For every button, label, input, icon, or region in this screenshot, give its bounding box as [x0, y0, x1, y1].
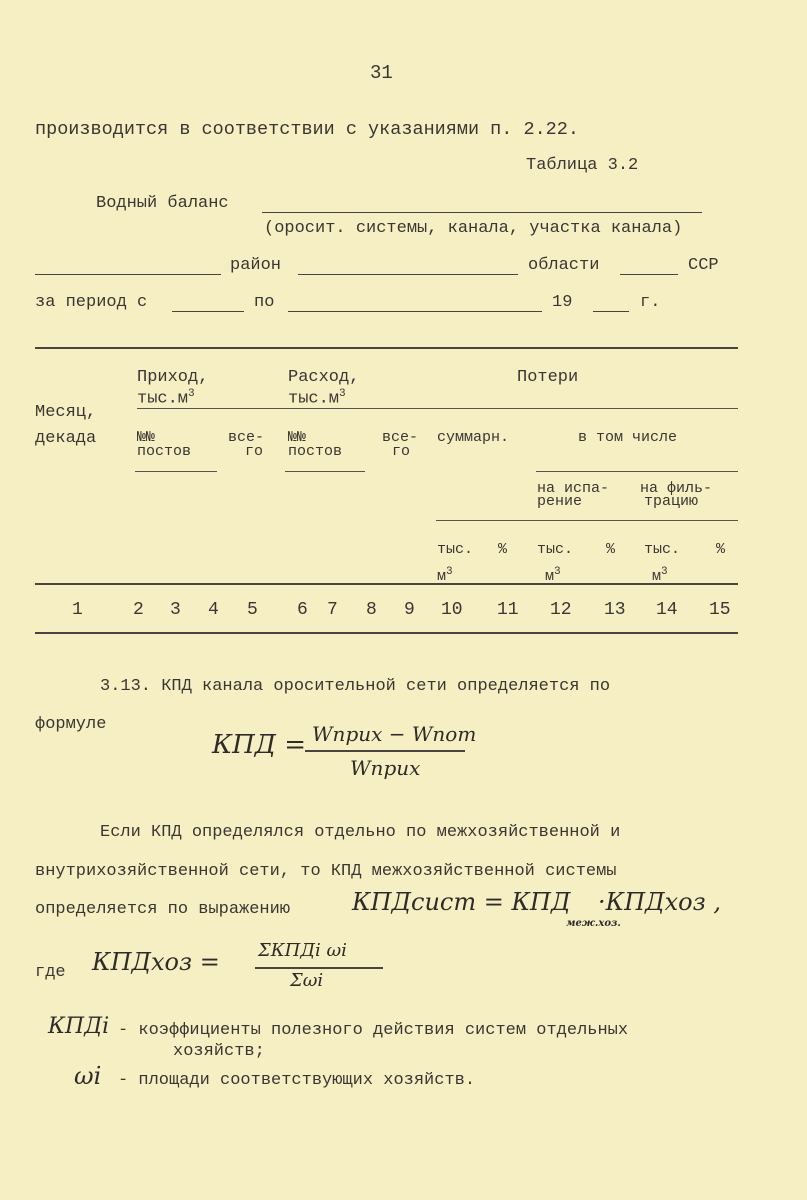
ssr-blank — [620, 274, 678, 275]
table-caption: Таблица 3.2 — [526, 156, 639, 175]
column-number: 7 — [327, 600, 338, 620]
column-number: 8 — [366, 600, 377, 620]
month-header: Месяц, — [35, 403, 97, 422]
formula-kpd-hoz: ·КПДхоз , — [598, 888, 721, 916]
fraction-bar — [305, 750, 465, 752]
paragraph: внутрихозяйственной сети, то КПД межхозяйственной системы — [35, 862, 617, 881]
paragraph: 3.13. КПД канала оросительной сети определяется по — [100, 677, 611, 696]
column-number: 14 — [656, 600, 678, 620]
expense-total-1: все- — [382, 429, 419, 446]
water-balance-blank — [262, 212, 702, 213]
region-label: области — [528, 256, 600, 275]
filtration-1: на филь- — [640, 480, 713, 497]
header-rule — [137, 408, 738, 409]
column-number: 12 — [550, 600, 572, 620]
income-total-1: все- — [228, 429, 265, 446]
paragraph: Если КПД определялся отдельно по межхозяйственной и — [100, 823, 621, 842]
income-unit: тыс.м — [137, 389, 189, 409]
income-posts-no: №№ — [137, 429, 156, 446]
definition-text: - площади соответствующих хозяйств. — [118, 1071, 476, 1090]
income-total-2: го — [245, 443, 264, 460]
expense-posts: постов — [288, 443, 343, 460]
column-number: 4 — [208, 600, 219, 620]
fraction-bar — [255, 967, 383, 969]
column-number: 15 — [709, 600, 731, 620]
district-blank — [35, 274, 221, 275]
column-number: 11 — [497, 600, 519, 620]
losses-including: в том числе — [578, 429, 678, 446]
definition-text: - коэффициенты полезного действия систем отдельных — [118, 1021, 629, 1040]
region-blank — [298, 274, 518, 275]
including-rule — [536, 471, 738, 472]
sum-thous: тыс. — [437, 541, 474, 558]
expense-posts-no: №№ — [288, 429, 307, 446]
definition-symbol: КПДi — [48, 1014, 110, 1039]
superscript: 3 — [554, 566, 561, 578]
formula-numerator: ΣКПДi ωi — [258, 940, 347, 961]
column-number: 5 — [247, 600, 258, 620]
expense-unit: тыс.м — [288, 389, 340, 409]
period-to-blank — [288, 311, 542, 312]
column-number: 3 — [170, 600, 181, 620]
evaporation-2: рение — [537, 493, 583, 510]
losses-sum: суммарн. — [437, 429, 510, 446]
filtration-2: трацию — [644, 493, 699, 510]
losses-header: Потери — [517, 368, 579, 387]
definition-text: хозяйств; — [173, 1042, 265, 1061]
year-blank — [593, 311, 629, 312]
formula-subscript: меж.хоз. — [566, 918, 621, 929]
sub-rule — [436, 520, 738, 521]
year-prefix: 19 — [552, 293, 573, 312]
paragraph: формуле — [35, 715, 107, 734]
column-number: 10 — [441, 600, 463, 620]
filt-m3: м — [652, 568, 662, 585]
evap-m3: м — [545, 568, 555, 585]
intro-line: производится в соответствии с указаниями п. 2.22. — [35, 119, 579, 140]
filt-percent: % — [716, 541, 726, 558]
superscript: 3 — [339, 388, 346, 400]
paragraph: определяется по выражению — [35, 900, 291, 919]
superscript: 3 — [446, 566, 453, 578]
water-balance-hint: (оросит. системы, канала, участка канала) — [264, 219, 683, 238]
filt-thous: тыс. — [644, 541, 681, 558]
income-rule — [135, 471, 217, 472]
column-number: 6 — [297, 600, 308, 620]
water-balance-label: Водный баланс — [96, 194, 229, 213]
superscript: 3 — [661, 566, 668, 578]
sum-m3: м — [437, 568, 447, 585]
formula-lhs: КПД = — [212, 730, 306, 760]
formula-denominator: Σωi — [290, 970, 324, 991]
column-number: 13 — [604, 600, 626, 620]
table-top-rule — [35, 347, 738, 349]
period-from-label: за период с — [35, 293, 148, 312]
income-posts: постов — [137, 443, 192, 460]
column-number: 1 — [72, 600, 83, 620]
formula-denominator: Wприх — [350, 756, 421, 780]
sum-percent: % — [498, 541, 508, 558]
evap-thous: тыс. — [537, 541, 574, 558]
header-bottom-rule — [35, 583, 738, 585]
expense-total-2: го — [392, 443, 411, 460]
page-number: 31 — [370, 62, 393, 84]
period-from-blank — [172, 311, 244, 312]
ssr-label: ССР — [688, 256, 719, 275]
district-label: район — [230, 256, 282, 275]
column-number: 9 — [404, 600, 415, 620]
formula-kpd-sist: КПДсист = КПД — [352, 888, 571, 916]
formula-lhs: КПДхоз = — [92, 948, 220, 976]
income-header: Приход, — [137, 368, 209, 387]
expense-header: Расход, — [288, 368, 360, 387]
formula-numerator: Wприх − Wпот — [312, 722, 477, 746]
table-bottom-rule — [35, 632, 738, 634]
evaporation-1: на испа- — [537, 480, 610, 497]
superscript: 3 — [188, 388, 195, 400]
evap-percent: % — [606, 541, 616, 558]
period-to-label: по — [254, 293, 275, 312]
decade-header: декада — [35, 429, 97, 448]
definition-symbol: ωi — [74, 1062, 102, 1090]
expense-rule — [285, 471, 365, 472]
where-label: где — [35, 963, 66, 982]
column-number: 2 — [133, 600, 144, 620]
year-suffix: г. — [640, 293, 661, 312]
